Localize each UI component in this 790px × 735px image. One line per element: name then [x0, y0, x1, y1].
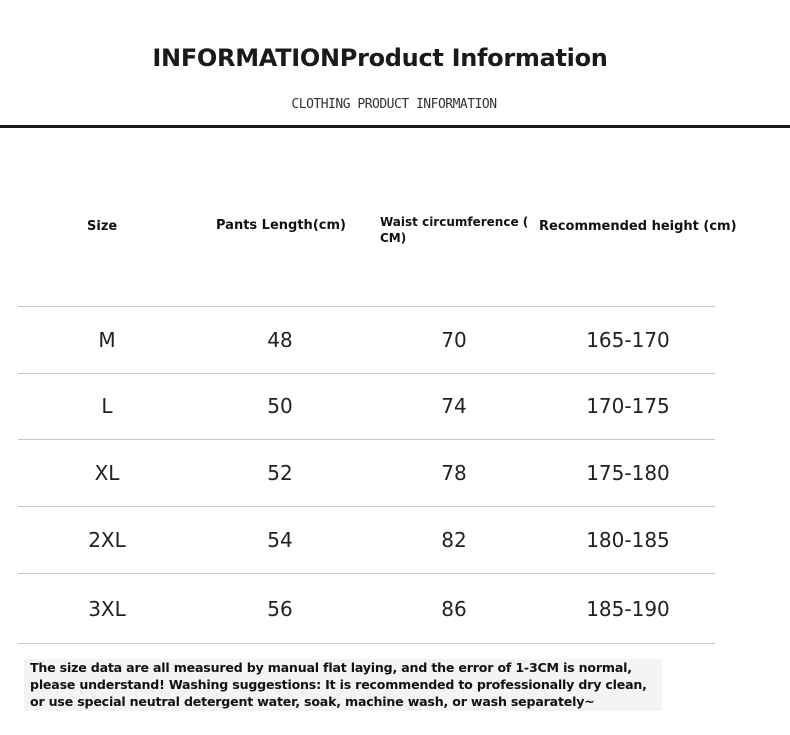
cell-height: 175-180 [586, 461, 670, 485]
title-divider [0, 125, 790, 128]
column-header-waist: Waist circumference ( CM) [380, 215, 529, 245]
cell-size: 2XL [88, 528, 126, 552]
table-header-divider [18, 306, 715, 307]
cell-waist: 74 [441, 394, 467, 418]
column-header-height: Recommended height (cm) [539, 219, 737, 234]
cell-size: XL [94, 461, 120, 485]
row-divider [18, 643, 715, 644]
cell-height: 170-175 [586, 394, 670, 418]
cell-size: 3XL [88, 597, 126, 621]
cell-pants-length: 52 [267, 461, 293, 485]
column-header-pants-length: Pants Length(cm) [216, 218, 346, 233]
row-divider [18, 373, 715, 374]
cell-waist: 78 [441, 461, 467, 485]
cell-height: 165-170 [586, 328, 670, 352]
cell-waist: 86 [441, 597, 467, 621]
size-note [24, 659, 662, 711]
cell-waist: 82 [441, 528, 467, 552]
row-divider [18, 573, 715, 574]
row-divider [18, 506, 715, 507]
cell-height: 180-185 [586, 528, 670, 552]
cell-pants-length: 48 [267, 328, 293, 352]
cell-height: 185-190 [586, 597, 670, 621]
cell-size: L [101, 394, 113, 418]
size-note-text: The size data are all measured by manual flat laying, and the error of 1-3CM is normal, please understand! Washing suggestions: It is recommended to professionally dry clean, or use special neutral detergent water, soak, machine wash, or wash separately~ [30, 660, 647, 709]
column-header-size: Size [87, 219, 118, 234]
cell-size: M [98, 328, 116, 352]
cell-pants-length: 56 [267, 597, 293, 621]
row-divider [18, 439, 715, 440]
cell-pants-length: 54 [267, 528, 293, 552]
page-subtitle: CLOTHING PRODUCT INFORMATION [291, 97, 497, 112]
cell-pants-length: 50 [267, 394, 293, 418]
cell-waist: 70 [441, 328, 467, 352]
page-title: INFORMATIONProduct Information [152, 44, 608, 72]
